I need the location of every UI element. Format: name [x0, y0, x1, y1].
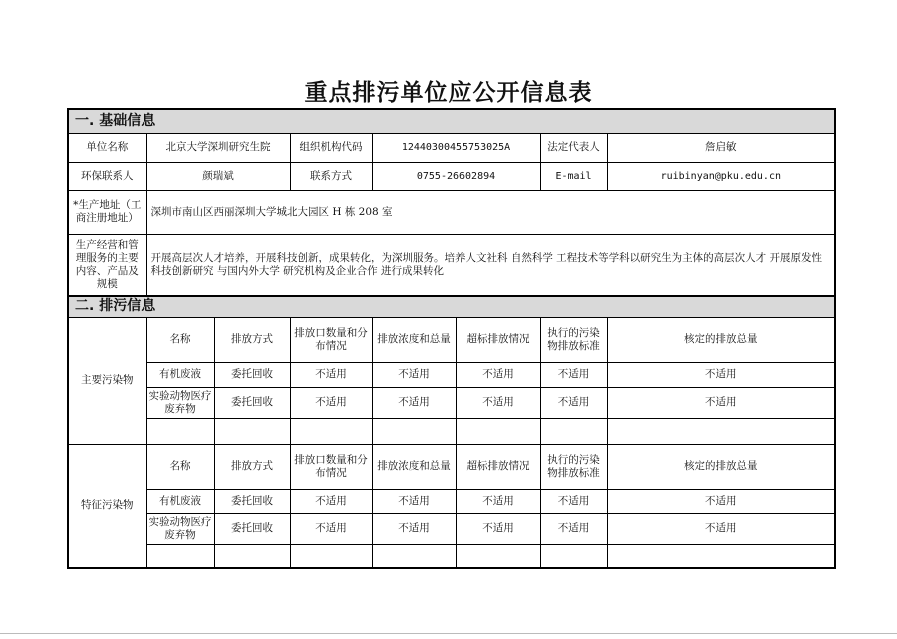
- org-code-value: 12440300455753025A: [372, 133, 540, 162]
- main-pollutants-label: 主要污染物: [68, 317, 146, 444]
- header-name: 名称: [146, 444, 214, 489]
- page-title: 重点排污单位应公开信息表: [304, 80, 593, 106]
- header-name: 名称: [146, 317, 214, 362]
- cell: 不适用: [456, 513, 540, 544]
- cell: 不适用: [607, 489, 835, 513]
- cell: 有机废液: [146, 489, 214, 513]
- business-value: 开展高层次人才培养，开展科技创新，成果转化，为深圳服务。培养人文社科 自然科学 工程技术等学科以研究生为主体的高层次人才 开展原发性科技创新研究 与国内外大学 研究机构及企业合作 进行成果转化: [146, 234, 835, 296]
- table-row: [68, 513, 835, 544]
- legal-rep-label: 法定代表人: [540, 133, 607, 162]
- email-label: E-mail: [540, 162, 607, 190]
- header-concentration: 排放浓度和总量: [372, 444, 456, 489]
- table-row-empty: [68, 418, 835, 444]
- info-table: [67, 108, 836, 569]
- contact-person-value: 颜瑞斌: [146, 162, 290, 190]
- unit-name-value: 北京大学深圳研究生院: [146, 133, 290, 162]
- cell: 不适用: [372, 387, 456, 418]
- contact-method-label: 联系方式: [290, 162, 372, 190]
- cell: 委托回收: [214, 362, 290, 387]
- section-basic-heading: 一. 基础信息: [68, 109, 835, 133]
- table-row-empty: [68, 544, 835, 568]
- cell: 有机废液: [146, 362, 214, 387]
- cell: 委托回收: [214, 387, 290, 418]
- email-value: ruibinyan@pku.edu.cn: [607, 162, 835, 190]
- header-total: 核定的排放总量: [607, 317, 835, 362]
- cell: 不适用: [607, 513, 835, 544]
- cell: 不适用: [540, 387, 607, 418]
- cell: 不适用: [456, 489, 540, 513]
- cell: 不适用: [290, 513, 372, 544]
- header-standard: 执行的污染物排放标准: [540, 317, 607, 362]
- header-method: 排放方式: [214, 444, 290, 489]
- cell: 不适用: [372, 513, 456, 544]
- header-outlets: 排放口数量和分布情况: [290, 317, 372, 362]
- header-method: 排放方式: [214, 317, 290, 362]
- legal-rep-value: 詹启敏: [607, 133, 835, 162]
- cell: 不适用: [607, 362, 835, 387]
- cell: 不适用: [290, 489, 372, 513]
- cell: 实验动物医疗废弃物: [146, 513, 214, 544]
- page-bottom-divider: [0, 633, 897, 634]
- phone-value: 0755-26602894: [372, 162, 540, 190]
- unit-name-label: 单位名称: [68, 133, 146, 162]
- address-label: *生产地址（工商注册地址）: [68, 190, 146, 234]
- contact-person-label: 环保联系人: [68, 162, 146, 190]
- cell: 不适用: [540, 513, 607, 544]
- header-exceed: 超标排放情况: [456, 317, 540, 362]
- cell: 实验动物医疗废弃物: [146, 387, 214, 418]
- cell: 委托回收: [214, 513, 290, 544]
- cell: 不适用: [607, 387, 835, 418]
- table-row: [68, 387, 835, 418]
- cell: 不适用: [540, 489, 607, 513]
- special-pollutants-label: 特征污染物: [68, 444, 146, 568]
- org-code-label: 组织机构代码: [290, 133, 372, 162]
- cell: 不适用: [540, 362, 607, 387]
- section-pollution-heading: 二. 排污信息: [68, 296, 835, 317]
- table-row: [68, 362, 835, 387]
- cell: 不适用: [372, 362, 456, 387]
- header-standard: 执行的污染物排放标准: [540, 444, 607, 489]
- cell: 不适用: [290, 362, 372, 387]
- header-outlets: 排放口数量和分布情况: [290, 444, 372, 489]
- business-label: 生产经营和管理服务的主要内容、产品及规模: [68, 234, 146, 296]
- cell: 不适用: [290, 387, 372, 418]
- address-value: 深圳市南山区西丽深圳大学城北大园区 H 栋 208 室: [146, 190, 835, 234]
- cell: 不适用: [456, 387, 540, 418]
- header-concentration: 排放浓度和总量: [372, 317, 456, 362]
- cell: 委托回收: [214, 489, 290, 513]
- header-exceed: 超标排放情况: [456, 444, 540, 489]
- cell: 不适用: [372, 489, 456, 513]
- header-total: 核定的排放总量: [607, 444, 835, 489]
- cell: 不适用: [456, 362, 540, 387]
- table-row: [68, 489, 835, 513]
